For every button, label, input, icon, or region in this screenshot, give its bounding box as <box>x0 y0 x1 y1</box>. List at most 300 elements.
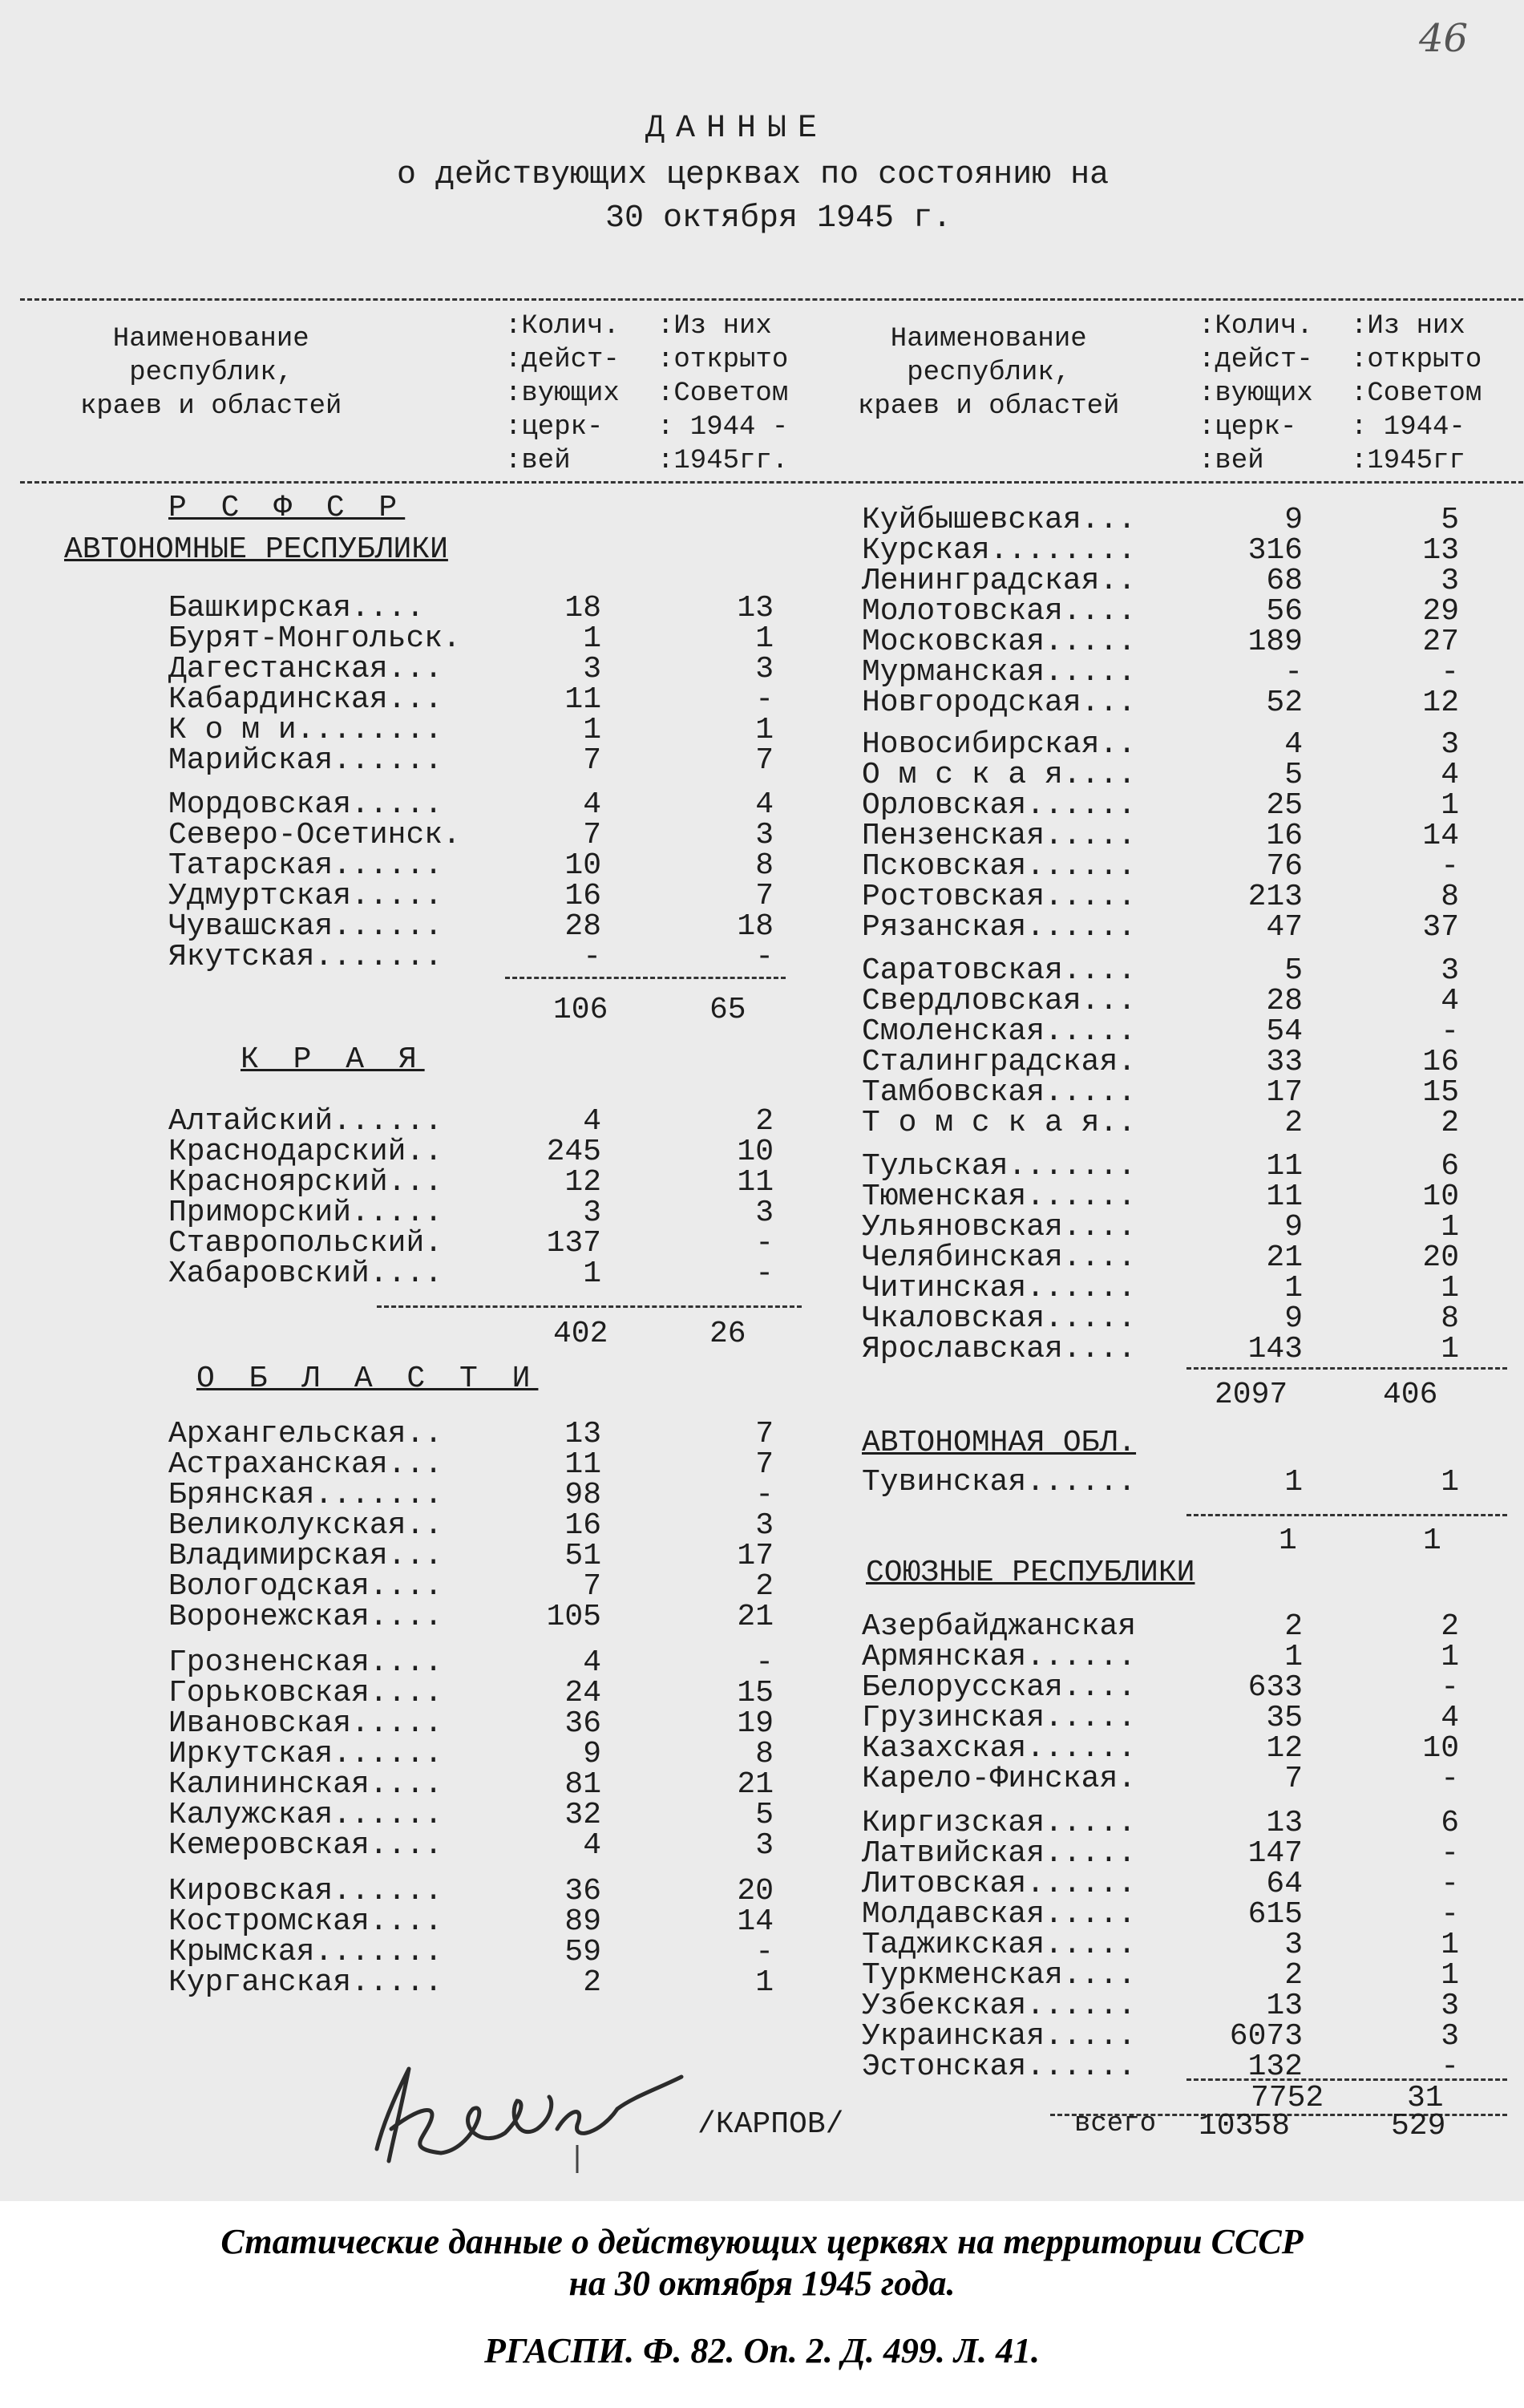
opened-count: - <box>755 1257 774 1291</box>
region-name: Северо-Осетинск. <box>168 818 461 852</box>
region-name: Молотовская.... <box>862 594 1137 629</box>
table-row <box>168 1228 782 1259</box>
church-count: 1 <box>1284 1465 1303 1499</box>
region-name: Свердловская... <box>862 984 1137 1018</box>
table-row <box>862 1273 1467 1304</box>
region-name: Орловская...... <box>862 788 1137 823</box>
church-count: 1 <box>583 1257 601 1291</box>
header-opened-right: :Из них :открыто :Советом : 1944- :1945гг <box>1351 311 1482 476</box>
church-count: 4 <box>583 1828 601 1863</box>
opened-count: 7 <box>755 1417 774 1451</box>
opened-count: - <box>755 1478 774 1512</box>
table-row <box>862 1151 1467 1182</box>
region-name: Калужская...... <box>168 1798 443 1832</box>
opened-count: 3 <box>1441 2019 1459 2054</box>
church-count: 1 <box>583 621 601 656</box>
region-name: Курганская..... <box>168 1965 443 2000</box>
church-count: - <box>583 940 601 974</box>
table-row <box>862 1240 1467 1275</box>
region-name: Вологодская.... <box>168 1569 443 1604</box>
krai-total-count: 402 <box>553 1317 608 1351</box>
table-row <box>168 1541 782 1572</box>
opened-count: 1 <box>1441 1271 1459 1305</box>
church-count: 5 <box>1284 758 1303 792</box>
opened-count: - <box>1441 1014 1459 1049</box>
church-count: 13 <box>1266 1989 1303 2023</box>
section-oblasti: О Б Л А С Т И <box>196 1362 539 1396</box>
opened-count: 16 <box>1422 1045 1459 1079</box>
church-count: 9 <box>583 1737 601 1771</box>
opened-count: 7 <box>755 1447 774 1482</box>
table-row <box>862 1869 1467 1900</box>
krai-total-rule <box>377 1305 802 1308</box>
table-row <box>168 1800 782 1831</box>
opened-count: 3 <box>755 1508 774 1543</box>
table-row <box>168 743 782 778</box>
table-row <box>862 986 1467 1017</box>
table-row <box>862 821 1467 852</box>
opened-count: 21 <box>737 1767 774 1802</box>
church-count: 24 <box>564 1676 601 1710</box>
opened-count: 27 <box>1422 625 1459 659</box>
section-autonomous-oblast: АВТОНОМНАЯ ОБЛ. <box>862 1426 1137 1460</box>
opened-count: 2 <box>755 1104 774 1139</box>
opened-count: - <box>1441 849 1459 884</box>
region-name: Приморский..... <box>168 1196 443 1230</box>
table-row <box>862 1958 1467 1993</box>
table-row <box>168 820 782 851</box>
table-row <box>862 1642 1467 1673</box>
church-count: 189 <box>1247 625 1303 659</box>
region-name: Удмуртская..... <box>168 879 443 913</box>
section-autonomous: АВТОНОМНЫЕ РЕСПУБЛИКИ <box>64 532 448 567</box>
region-name: Читинская...... <box>862 1271 1137 1305</box>
union-total-count: 7752 <box>1251 2081 1324 2115</box>
table-row <box>862 1670 1467 1705</box>
table-row <box>862 1836 1467 1871</box>
autonomous-oblast-total-rule <box>1186 1514 1507 1516</box>
table-row <box>862 1467 1467 1498</box>
opened-count: - <box>1441 1867 1459 1901</box>
church-count: 25 <box>1266 788 1303 823</box>
region-name: Пензенская..... <box>862 819 1137 853</box>
oblasti-total-count: 2097 <box>1215 1378 1288 1412</box>
region-name: Ульяновская.... <box>862 1210 1137 1244</box>
region-name: Ленинградская.. <box>862 564 1137 598</box>
opened-count: - <box>1441 1897 1459 1932</box>
church-count: 7 <box>583 743 601 778</box>
church-count: 11 <box>564 1447 601 1482</box>
table-row <box>862 1897 1467 1932</box>
section-krai: К Р А Я <box>241 1042 425 1077</box>
table-row <box>168 1876 782 1907</box>
church-count: 2 <box>1284 1609 1303 1644</box>
opened-count: - <box>755 940 774 974</box>
table-row <box>168 1165 782 1200</box>
union-total-rule <box>1186 2078 1507 2081</box>
opened-count: 3 <box>755 1196 774 1230</box>
region-name: Иркутская...... <box>168 1737 443 1771</box>
church-count: 16 <box>1266 819 1303 853</box>
opened-count: - <box>1441 1762 1459 1796</box>
opened-count: 1 <box>755 1965 774 2000</box>
opened-count: 3 <box>755 818 774 852</box>
opened-count: 4 <box>1441 1701 1459 1735</box>
opened-count: 18 <box>737 909 774 944</box>
region-name: Мурманская..... <box>862 655 1137 690</box>
opened-count: 8 <box>755 848 774 883</box>
church-count: 11 <box>564 682 601 717</box>
table-row <box>168 1937 782 1968</box>
table-row <box>168 942 782 973</box>
union-total-opened: 31 <box>1407 2081 1444 2115</box>
region-name: Хабаровский.... <box>168 1257 443 1291</box>
opened-count: 7 <box>755 743 774 778</box>
region-name: Латвийская..... <box>862 1836 1137 1871</box>
handwritten-signature <box>353 2053 689 2173</box>
table-row <box>168 1904 782 1939</box>
page-number: 46 <box>1419 16 1469 61</box>
church-count: 132 <box>1247 2050 1303 2084</box>
opened-count: 8 <box>1441 1301 1459 1336</box>
opened-count: 1 <box>755 621 774 656</box>
region-name: Кабардинская... <box>168 682 443 717</box>
church-count: 11 <box>1266 1180 1303 1214</box>
autonomous-total-rule <box>505 977 786 979</box>
church-count: 633 <box>1247 1670 1303 1705</box>
archive-source: РГАСПИ. Ф. 82. Оп. 2. Д. 499. Л. 41. <box>483 2331 1041 2370</box>
table-row <box>862 566 1467 597</box>
region-name: Карело-Финская. <box>862 1762 1137 1796</box>
region-name: Архангельская.. <box>168 1417 443 1451</box>
region-name: К о м и........ <box>168 713 443 747</box>
table-row <box>862 1182 1467 1212</box>
region-name: Тульская....... <box>862 1149 1137 1184</box>
opened-count: 13 <box>1422 533 1459 568</box>
church-count: 33 <box>1266 1045 1303 1079</box>
opened-count: 10 <box>1422 1180 1459 1214</box>
opened-count: 12 <box>1422 686 1459 720</box>
opened-count: 1 <box>1441 1210 1459 1244</box>
header-name-left: Наименование республик, краев и областей <box>80 324 342 422</box>
region-name: Краснодарский.. <box>168 1135 443 1169</box>
church-count: 213 <box>1247 880 1303 914</box>
region-name: Татарская...... <box>168 848 443 883</box>
oblasti-total-opened: 406 <box>1383 1378 1438 1412</box>
table-row <box>168 1602 782 1633</box>
opened-count: - <box>1441 1670 1459 1705</box>
region-name: Смоленская..... <box>862 1014 1137 1049</box>
opened-count: 3 <box>1441 1989 1459 2023</box>
table-row <box>168 1259 782 1289</box>
church-count: 89 <box>564 1904 601 1939</box>
doc-title: ДАННЫЕ <box>645 111 829 147</box>
doc-subtitle: о действующих церквах по состоянию на <box>397 157 1110 193</box>
opened-count: 15 <box>1422 1075 1459 1110</box>
section-union-republics: СОЮЗНЫЕ РЕСПУБЛИКИ <box>866 1556 1195 1590</box>
opened-count: 5 <box>1441 503 1459 537</box>
table-row <box>862 1991 1467 2022</box>
church-count: 28 <box>564 909 601 944</box>
opened-count: 29 <box>1422 594 1459 629</box>
region-name: Чувашская...... <box>168 909 443 944</box>
table-row <box>862 882 1467 913</box>
signatory-name: /КАРПОВ/ <box>697 2107 844 2142</box>
table-row <box>168 1678 782 1709</box>
region-name: Грозненская.... <box>168 1645 443 1680</box>
church-count: 35 <box>1266 1701 1303 1735</box>
opened-count: 37 <box>1422 910 1459 945</box>
church-count: 4 <box>1284 727 1303 762</box>
church-count: 16 <box>564 879 601 913</box>
church-count: 1 <box>1284 1271 1303 1305</box>
church-count: 3 <box>583 652 601 686</box>
church-count: 137 <box>546 1226 601 1261</box>
opened-count: 1 <box>1441 1958 1459 1993</box>
opened-count: 10 <box>1422 1731 1459 1766</box>
region-name: Азербайджанская <box>862 1609 1137 1644</box>
opened-count: 2 <box>1441 1106 1459 1140</box>
church-count: 9 <box>1284 1301 1303 1336</box>
church-count: 64 <box>1266 1867 1303 1901</box>
table-row <box>862 1047 1467 1078</box>
region-name: Литовская...... <box>862 1867 1137 1901</box>
table-row <box>862 727 1467 762</box>
region-name: Новгородская... <box>862 686 1137 720</box>
autonomous-oblast-total-opened: 1 <box>1423 1524 1441 1558</box>
region-name: Красноярский... <box>168 1165 443 1200</box>
church-count: 56 <box>1266 594 1303 629</box>
table-row <box>168 881 782 912</box>
opened-count: - <box>755 1226 774 1261</box>
table-row <box>168 654 782 685</box>
church-count: 245 <box>546 1135 601 1169</box>
opened-count: 1 <box>1441 1332 1459 1366</box>
church-count: 9 <box>1284 503 1303 537</box>
region-name: Калининская.... <box>168 1767 443 1802</box>
church-count: 2 <box>1284 1958 1303 1993</box>
table-row <box>862 953 1467 988</box>
table-row <box>168 1569 782 1604</box>
opened-count: 1 <box>755 713 774 747</box>
opened-count: 5 <box>755 1798 774 1832</box>
table-row <box>168 1508 782 1543</box>
church-count: 13 <box>564 1417 601 1451</box>
table-row <box>862 788 1467 823</box>
region-name: Якутская....... <box>168 940 443 974</box>
church-count: 4 <box>583 787 601 822</box>
church-count: 2 <box>583 1965 601 2000</box>
opened-count: 3 <box>1441 953 1459 988</box>
table-row <box>862 1731 1467 1766</box>
table-row <box>862 2019 1467 2054</box>
opened-count: 19 <box>737 1706 774 1741</box>
table-row <box>168 1965 782 2000</box>
header-count-right: :Колич. :дейст- :вующих :церк- :вей <box>1199 311 1313 476</box>
grand-total-count: 10358 <box>1199 2109 1291 2143</box>
opened-count: 14 <box>737 1904 774 1939</box>
region-name: Брянская....... <box>168 1478 443 1512</box>
church-count: 5 <box>1284 953 1303 988</box>
region-name: Кировская...... <box>168 1874 443 1908</box>
table-row <box>168 621 782 656</box>
region-name: Мордовская..... <box>168 787 443 822</box>
region-name: Великолукская.. <box>168 1508 443 1543</box>
opened-count: 3 <box>755 652 774 686</box>
church-count: 10 <box>564 848 601 883</box>
table-row <box>168 682 782 717</box>
grand-total-label: всего <box>1074 2109 1157 2139</box>
region-name: Челябинская.... <box>862 1240 1137 1275</box>
region-name: Таджикская..... <box>862 1928 1137 1962</box>
opened-count: - <box>755 1645 774 1680</box>
region-name: Сталинградская. <box>862 1045 1137 1079</box>
region-name: Казахская...... <box>862 1731 1137 1766</box>
church-count: 2 <box>1284 1106 1303 1140</box>
opened-count: 3 <box>1441 727 1459 762</box>
region-name: Кемеровская.... <box>168 1828 443 1863</box>
church-count: 36 <box>564 1874 601 1908</box>
church-count: 7 <box>1284 1762 1303 1796</box>
opened-count: 4 <box>1441 758 1459 792</box>
region-name: Горьковская.... <box>168 1676 443 1710</box>
opened-count: 17 <box>737 1539 774 1573</box>
church-count: 7 <box>583 818 601 852</box>
opened-count: 15 <box>737 1676 774 1710</box>
opened-count: 13 <box>737 591 774 625</box>
oblasti-total-rule <box>1186 1367 1507 1370</box>
section-rsfsr: Р С Ф С Р <box>168 491 406 525</box>
opened-count: - <box>1441 1836 1459 1871</box>
region-name: Марийская...... <box>168 743 443 778</box>
table-row <box>862 1764 1467 1795</box>
church-count: 28 <box>1266 984 1303 1018</box>
table-row <box>168 1137 782 1168</box>
church-count: 52 <box>1266 686 1303 720</box>
table-row <box>168 1419 782 1450</box>
church-count: 16 <box>564 1508 601 1543</box>
table-row <box>862 1609 1467 1644</box>
autonomous-oblast-total-count: 1 <box>1279 1524 1297 1558</box>
table-row <box>168 1645 782 1680</box>
church-count: - <box>1284 655 1303 690</box>
church-count: 12 <box>1266 1731 1303 1766</box>
region-name: Киргизская..... <box>862 1806 1137 1840</box>
region-name: Псковская...... <box>862 849 1137 884</box>
region-name: Т о м с к а я.. <box>862 1106 1137 1140</box>
opened-count: - <box>1441 655 1459 690</box>
region-name: Курская........ <box>862 533 1137 568</box>
header-opened-left: :Из них :открыто :Советом : 1944 - :1945гг. <box>657 311 789 476</box>
opened-count: 11 <box>737 1165 774 1200</box>
church-count: 12 <box>564 1165 601 1200</box>
church-count: 9 <box>1284 1210 1303 1244</box>
table-row <box>168 848 782 883</box>
opened-count: - <box>1441 2050 1459 2084</box>
table-row <box>862 655 1467 690</box>
opened-count: 1 <box>1441 1465 1459 1499</box>
opened-count: 2 <box>1441 1609 1459 1644</box>
table-row <box>862 1808 1467 1839</box>
region-name: Ивановская..... <box>168 1706 443 1741</box>
header-top-rule <box>20 298 1523 301</box>
church-count: 1 <box>583 713 601 747</box>
church-count: 316 <box>1247 533 1303 568</box>
table-row <box>862 910 1467 945</box>
table-row <box>168 1447 782 1482</box>
church-count: 4 <box>583 1645 601 1680</box>
table-row <box>862 533 1467 568</box>
opened-count: 1 <box>1441 1640 1459 1674</box>
table-row <box>862 1212 1467 1243</box>
table-row <box>168 715 782 746</box>
opened-count: 10 <box>737 1135 774 1169</box>
region-name: Тюменская...... <box>862 1180 1137 1214</box>
table-row <box>862 1301 1467 1336</box>
church-count: 3 <box>1284 1928 1303 1962</box>
region-name: Башкирская.... <box>168 591 425 625</box>
table-row <box>168 1480 782 1511</box>
region-name: Украинская..... <box>862 2019 1137 2054</box>
church-count: 54 <box>1266 1014 1303 1049</box>
church-count: 21 <box>1266 1240 1303 1275</box>
region-name: Тувинская...... <box>862 1465 1137 1499</box>
region-name: Туркменская.... <box>862 1958 1137 1993</box>
grand-total-opened: 529 <box>1391 2109 1446 2143</box>
church-count: 59 <box>564 1935 601 1969</box>
region-name: Московская..... <box>862 625 1137 659</box>
church-count: 36 <box>564 1706 601 1741</box>
opened-count: 1 <box>1441 1928 1459 1962</box>
opened-count: 20 <box>1422 1240 1459 1275</box>
church-count: 1 <box>1284 1640 1303 1674</box>
opened-count: 8 <box>1441 880 1459 914</box>
church-count: 47 <box>1266 910 1303 945</box>
region-name: Бурят-Монгольск. <box>168 621 461 656</box>
church-count: 68 <box>1266 564 1303 598</box>
table-row <box>168 909 782 944</box>
church-count: 81 <box>564 1767 601 1802</box>
table-row <box>862 1108 1467 1139</box>
doc-date: 30 октября 1945 г. <box>605 200 952 237</box>
church-count: 615 <box>1247 1897 1303 1932</box>
header-name-right: Наименование республик, краев и областей <box>858 324 1120 422</box>
region-name: Дагестанская... <box>168 652 443 686</box>
table-row <box>862 594 1467 629</box>
region-name: Новосибирская.. <box>862 727 1137 762</box>
table-row <box>168 1828 782 1863</box>
church-count: 17 <box>1266 1075 1303 1110</box>
opened-count: 7 <box>755 879 774 913</box>
region-name: Ставропольский. <box>168 1226 443 1261</box>
region-name: Костромская.... <box>168 1904 443 1939</box>
autonomous-total-opened: 65 <box>709 993 746 1027</box>
table-row <box>168 787 782 822</box>
table-row <box>862 1075 1467 1110</box>
opened-count: 20 <box>737 1874 774 1908</box>
region-name: Узбекская...... <box>862 1989 1137 2023</box>
opened-count: - <box>755 1935 774 1969</box>
region-name: Армянская...... <box>862 1640 1137 1674</box>
church-count: 32 <box>564 1798 601 1832</box>
table-row <box>862 849 1467 884</box>
opened-count: 2 <box>755 1569 774 1604</box>
church-count: 98 <box>564 1478 601 1512</box>
church-count: 76 <box>1266 849 1303 884</box>
region-name: Рязанская...... <box>862 910 1137 945</box>
opened-count: 21 <box>737 1600 774 1634</box>
region-name: Куйбышевская... <box>862 503 1137 537</box>
